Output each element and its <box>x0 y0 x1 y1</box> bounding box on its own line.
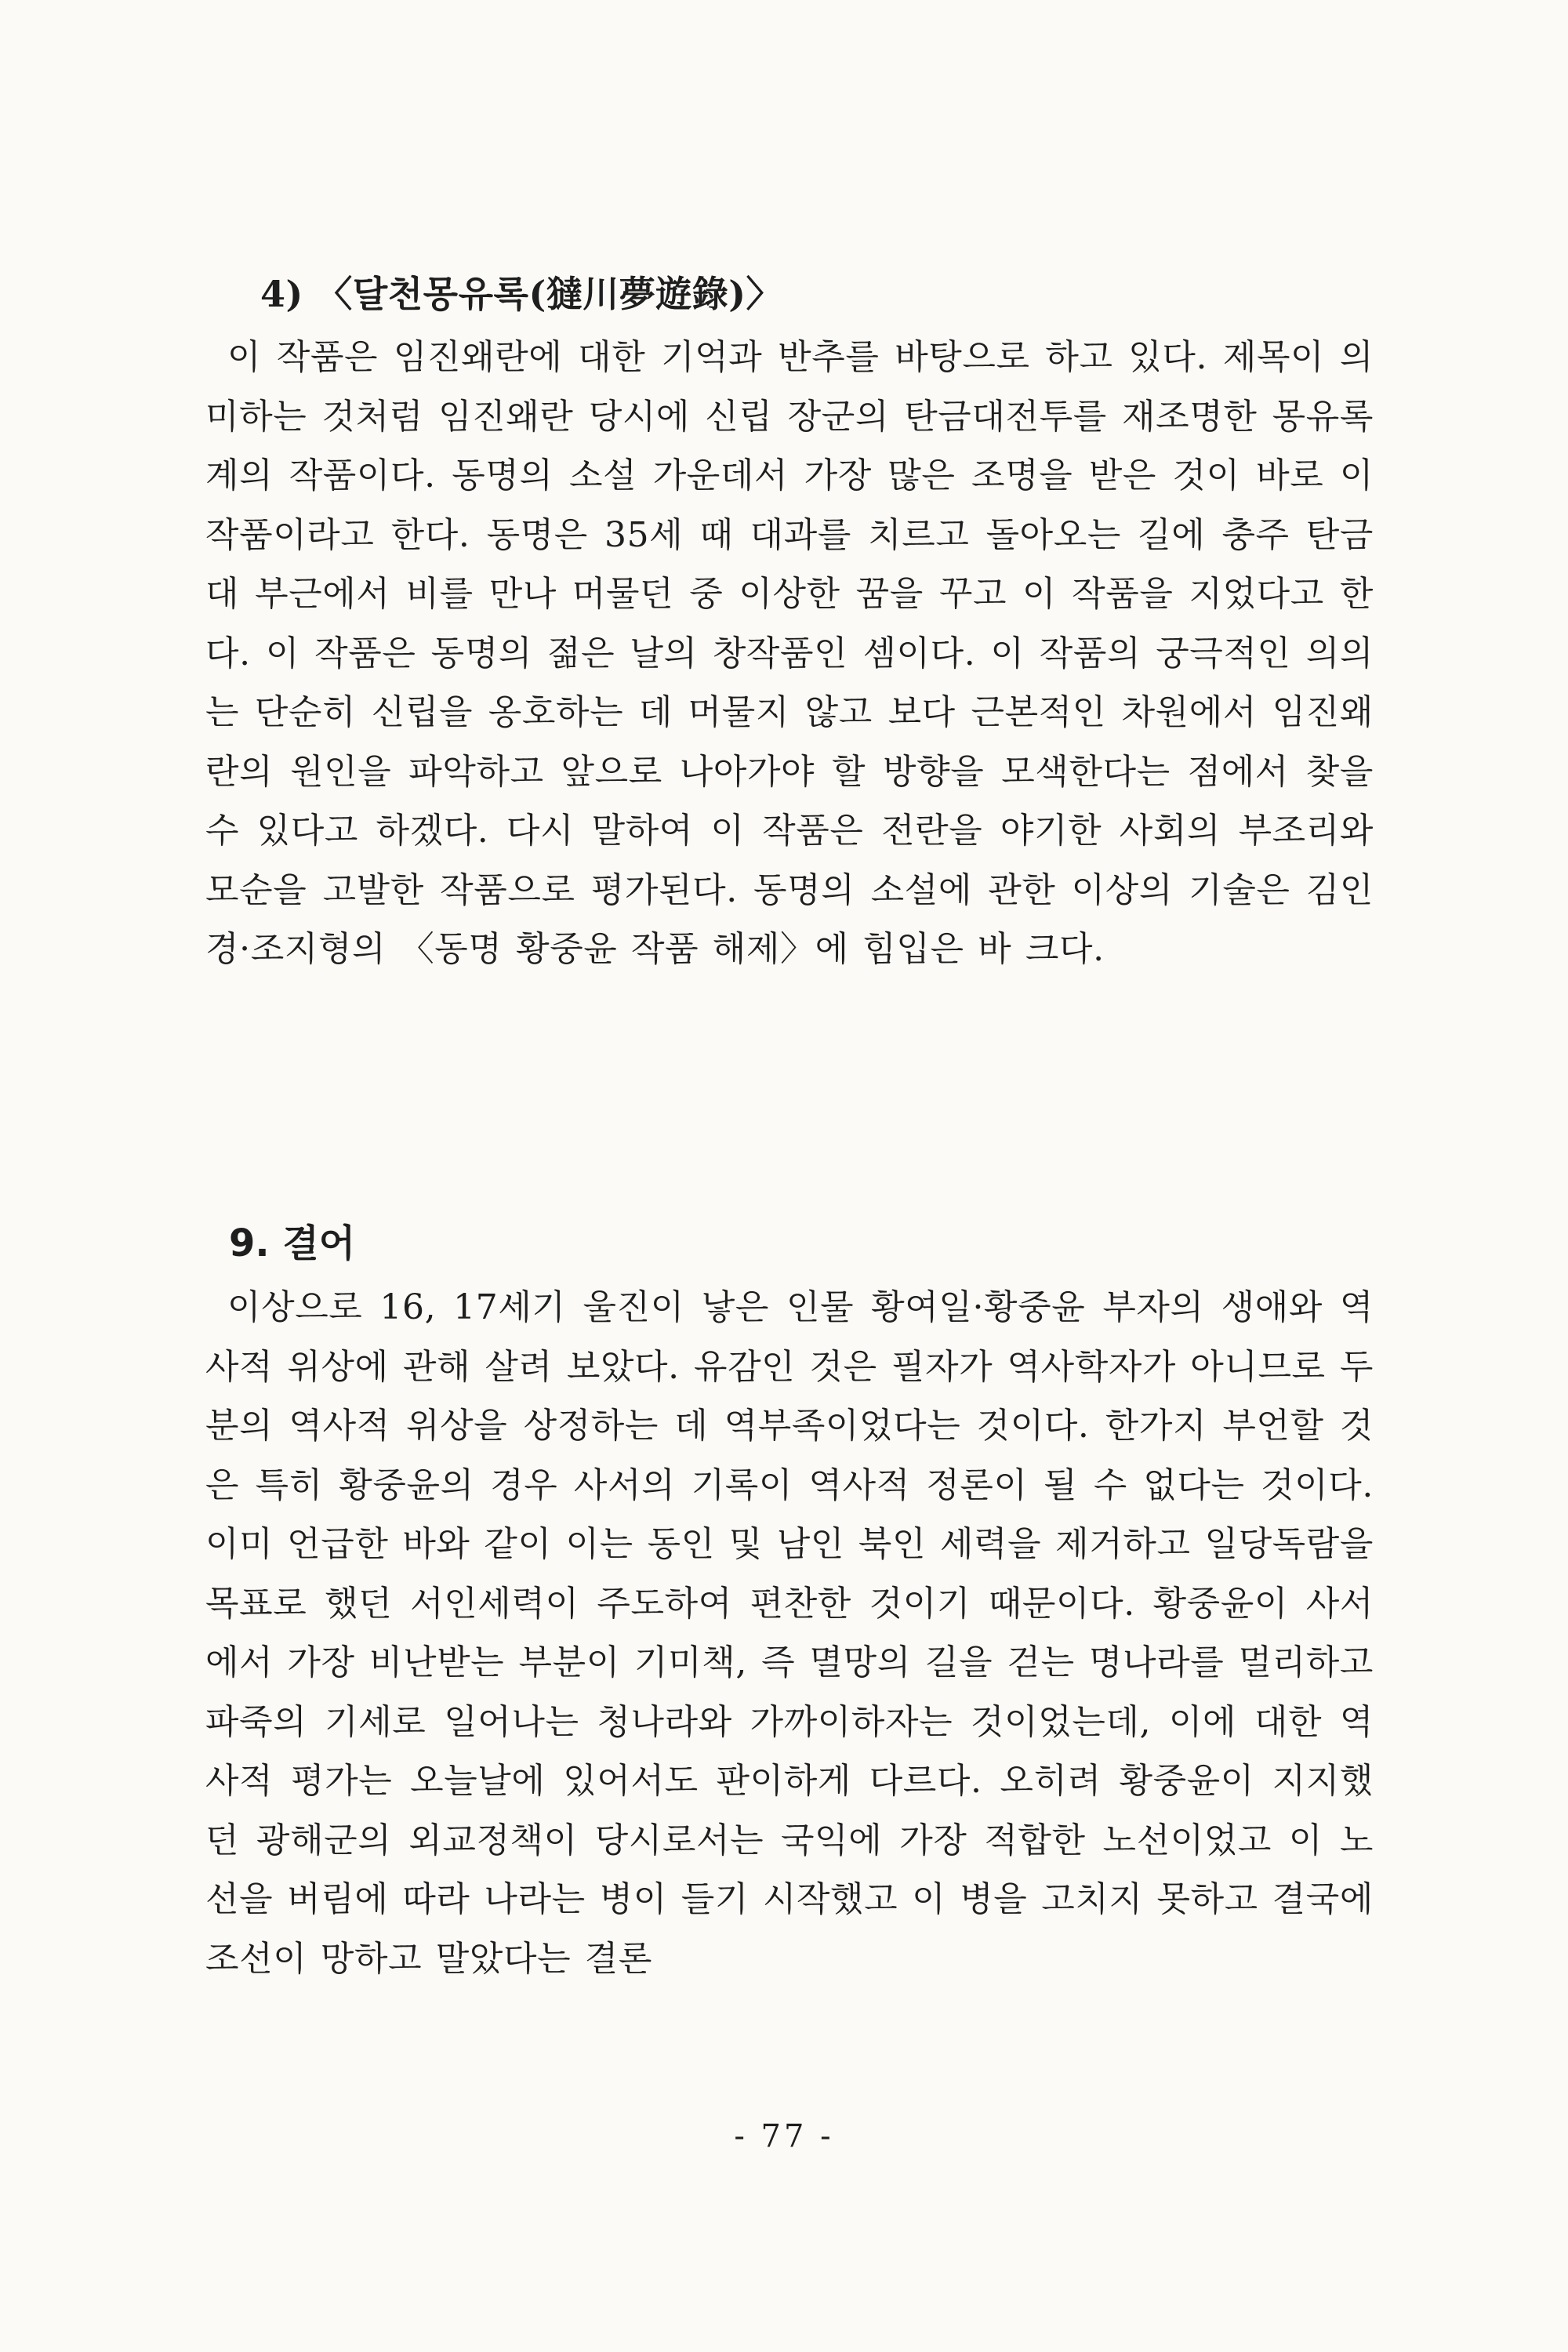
body-paragraph: 이상으로 16, 17세기 울진이 낳은 인물 황여일·황중윤 부자의 생애와 역사적 위상에 관해 살려 보았다. 유감인 것은 필자가 역사학자가 아니므로 두 분의 역사적 위상을 상정하는 데 역부족이었다는 것이다. 한가지 부언할 것은 특히 황중윤의 경우 사서의 기록이 역사적 정론이 될 수 없다는 것이다. 이미 언급한 바와 같이 이는 동인 및 남인 북인 세력을 제거하고 일당독람을 목표로 했던 서인세력이 주도하여 편찬한 것이기 때문이다. 황중윤이 사서에서 가장 비난받는 부분이 기미책, 즉 멸망의 길을 걷는 명나라를 멀리하고 파죽의 기세로 일어나는 청나라와 가까이하자는 것이었는데, 이에 대한 역사적 평가는 오늘날에 있어서도 판이하게 다르다. 오히려 황중윤이 지지했던 광해군의 외교정책이 당시로서는 국익에 가장 적합한 노선이었고 이 노선을 버림에 따라 나라는 병이 들기 시작했고 이 병을 고치지 못하고 결국에 조선이 망하고 말았다는 결론 <box>205 1287 1374 1979</box>
page-number: - 77 - <box>734 2118 834 2154</box>
section-heading: 4) 〈달천몽유록(㺚川夢遊錄)〉 <box>260 273 782 315</box>
body-paragraph: 이 작품은 임진왜란에 대한 기억과 반추를 바탕으로 하고 있다. 제목이 의미하는 것처럼 임진왜란 당시에 신립 장군의 탄금대전투를 재조명한 몽유록계의 작품이다. 동명의 소설 가운데서 가장 많은 조명을 받은 것이 바로 이 작품이라고 한다. 동명은 35세 때 대과를 치르고 돌아오는 길에 충주 탄금대 부근에서 비를 만나 머물던 중 이상한 꿈을 꾸고 이 작품을 지었다고 한다. 이 작품은 동명의 젊은 날의 창작품인 셈이다. 이 작품의 궁극적인 의의는 단순히 신립을 옹호하는 데 머물지 않고 보다 근본적인 차원에서 임진왜란의 원인을 파악하고 앞으로 나아가야 할 방향을 모색한다는 점에서 찾을 수 있다고 하겠다. 다시 말하여 이 작품은 전란을 야기한 사회의 부조리와 모순을 고발한 작품으로 평가된다. 동명의 소설에 관한 이상의 기술은 김인경·조지형의 〈동명 황중윤 작품 해제〉에 힘입은 바 크다. <box>205 337 1374 969</box>
section-heading: 9. 결어 <box>229 1221 356 1265</box>
section-conclusion <box>205 1215 1374 1988</box>
section-dalcheon-mongyurok <box>205 267 1374 979</box>
